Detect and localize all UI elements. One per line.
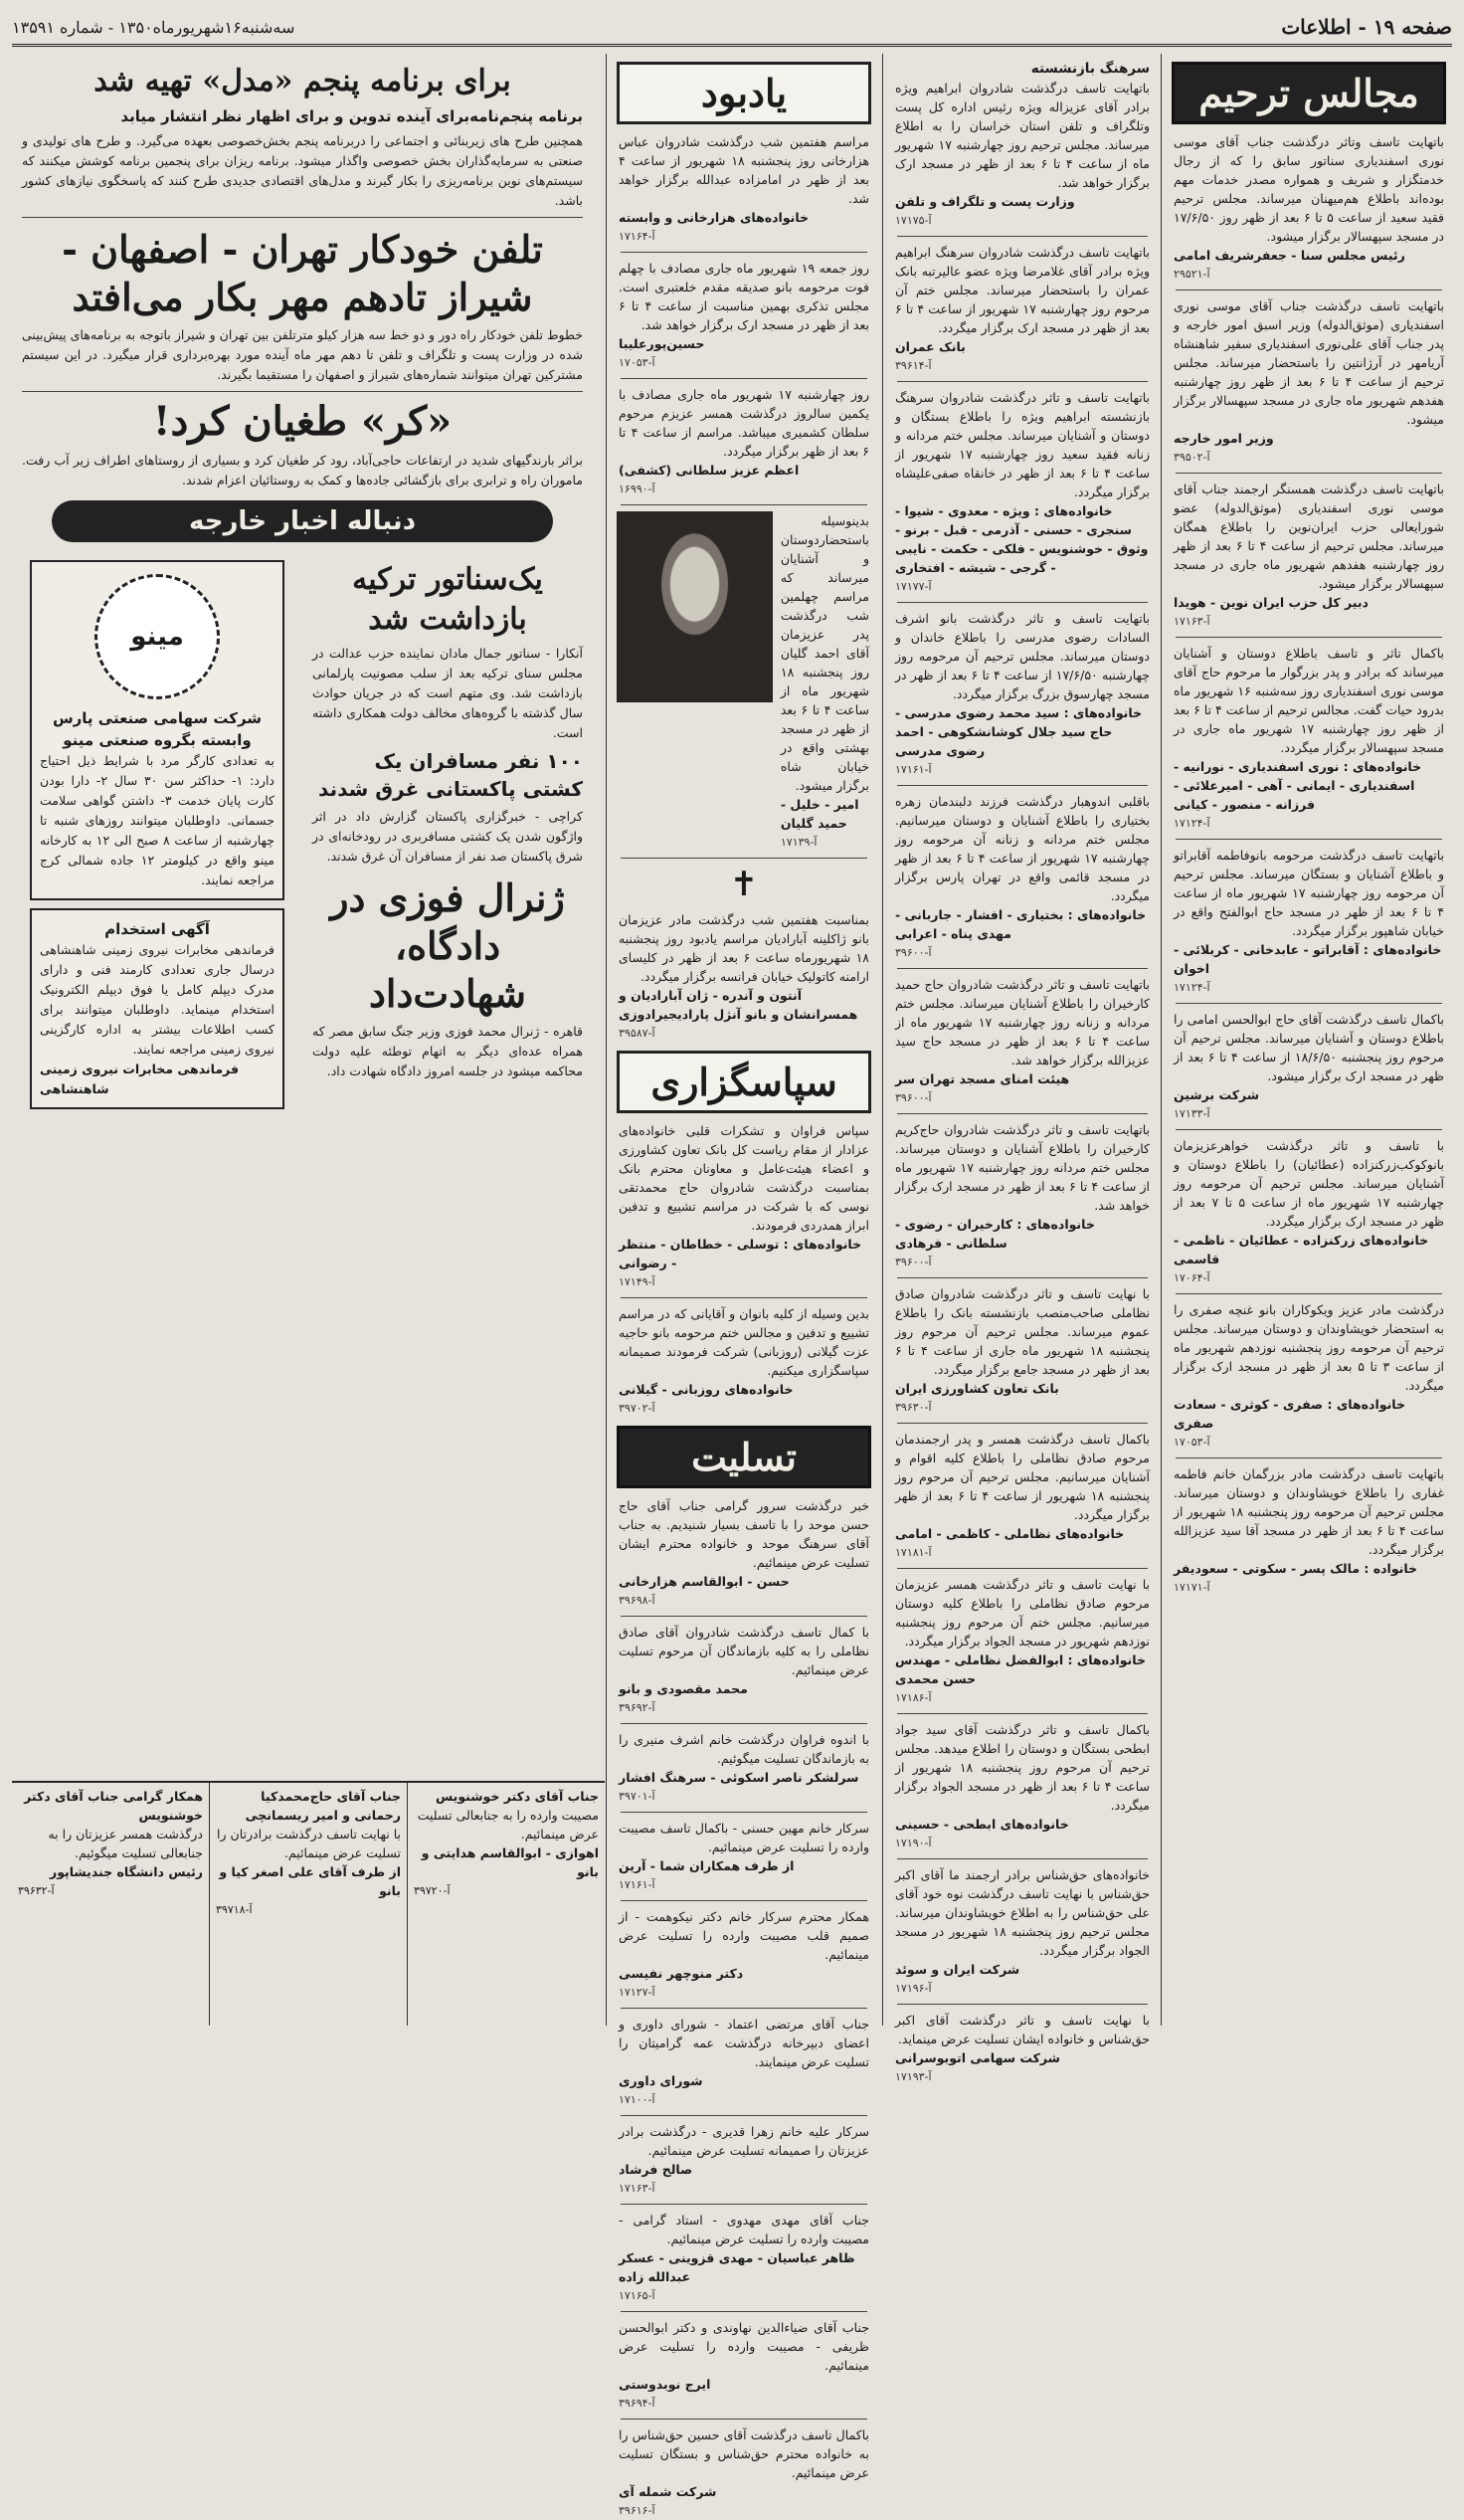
notice-ref: آ-۱۷۱۴۹ xyxy=(619,1275,655,1288)
cross-icon: ✝ xyxy=(729,865,759,904)
notice-text: باتهایت تاسف درگذشت جناب آقای موسی نوری اسفندیاری (موثق‌الدوله) وزیر اسبق امور خارجه و پدر جناب آقای علی‌نوری اسفندیاری سفیر شاهنشاه آریامهر در آرژانتین را باستحضار میرساند. مجلس ترحیم از ساعت ۴ تا ۶ بعد از ظهر روز چهارشنبه هفدهم شهریور ماه جاری در مسجد سپهسالار برگزار میشود. xyxy=(1174,298,1445,427)
notice-sign: خانواده : مالک پسر - سکوتی - سعودیفر xyxy=(1174,1561,1418,1576)
notice xyxy=(895,388,1150,596)
article-text: آنکارا - سناتور جمال مادان نماینده حزب عدالت در مجلس سنای ترکیه بعد از سلب مصونیت پارلمانی بازداشت شد. وی متهم است که در جریان حوادث سال گذشته با گروه‌های مخالف دولت همکاری داشته است. xyxy=(312,646,583,740)
notice-text: مراسم هفتمین شب درگذشت شادروان عباس هزارخانی روز پنجشنبه ۱۸ شهریور از ساعت ۴ بعد از ظهر در امامزاده عبدالله برگزار خواهد شد. xyxy=(619,134,869,206)
divider xyxy=(621,1616,867,1617)
notice-text: باکمال تاسف درگذشت آقای حاج ابوالحسن امامی را باطلاع دوستان و آشنایان میرساند. مجلس ترحیم آن مرحوم روز پنجشنبه ۱۸/۶/۵۰ از ساعت ۴ تا ۶ بعد از ظهر در مسجد ارک برگزار میشود. xyxy=(1174,1012,1445,1083)
notice-ref: آ-۱۷۱۳۳ xyxy=(1174,1107,1210,1120)
ad-title: آگهی استخدام xyxy=(104,920,210,938)
notice-ref: آ-۱۷۱۰۰ xyxy=(619,2093,655,2106)
notice-ref: آ-۱۷۱۲۴ xyxy=(1174,817,1210,830)
notice-sign: خانواده‌های : کارخیران - رضوی - سلطانی - فرهادی xyxy=(895,1217,1095,1251)
notice xyxy=(895,1120,1150,1271)
notice-ref: آ-۳۹۶۹۴ xyxy=(619,2397,655,2410)
notice xyxy=(895,609,1150,779)
notice-text: باتهایت تاسف درگذشت شادروان ابراهیم ویژه برادر آقای عزیزاله ویژه رئیس اداره کل پست وتلگراف و تلفن استان خراسان را به اطلاع میرساند. مجلس ترحیم روز چهارشنبه ۱۷ شهریور ماه از ساعت ۴ تا ۶ بعد از ظهر در مسجد ارک برگزار خواهد شد. xyxy=(895,81,1151,190)
foreign-news-banner: دنباله اخبار خارجه xyxy=(52,500,553,542)
condolence-cell: جناب آقای حاج‌محمدکیا رحمانی و امیر ریسمانچی با نهایت تاسف درگذشت برادرتان را تسلیت عرض مینمائیم. از طرف آقای علی اصغر کیا و بانو آ-۳۹۷۱۸ xyxy=(209,1783,407,2026)
divider xyxy=(1176,473,1442,474)
notice xyxy=(895,1865,1150,1998)
notice-sign: رئیس مجلس سنا - جعفرشریف امامی xyxy=(1174,248,1405,263)
column-notices-2 xyxy=(887,54,1158,2083)
notice xyxy=(895,243,1150,375)
notice-sign: خانواده‌های : بختیاری - افشار - جاربانی - مهدی پناه - اعرابی xyxy=(895,907,1147,941)
notice-ref: آ-۳۹۵۰۲ xyxy=(1174,451,1210,464)
notice-text: باتهایت تاسف و تاثر درگذشت بانو اشرف السادات رضوی مدرسی را باطلاع خاندان و دوستان میرساند. مجلس ترحیم آن مرحومه روز چهارشنبه ۱۷/۶/۵۰ از ساعت ۴ تا ۶ بعد از ظهر در مسجد چهارسوق بزرگ برگزار میگردد. xyxy=(895,611,1150,701)
ad-title: شرکت سهامی صنعتی پارس وابسته بگروه صنعتی مینو xyxy=(52,709,263,749)
condolence-cell: جناب آقای دکتر خوشنویس مصیبت وارده را به جنابعالی تسلیت عرض مینمائیم. اهوازی - ابوالقاسم هدایتی و بانو آ-۳۹۷۲۰ xyxy=(407,1783,605,2026)
section-heading-majales: مجالس ترحیم xyxy=(1172,62,1446,124)
notice xyxy=(1174,644,1444,833)
ad-text: فرماندهی مخابرات نیروی زمینی شاهنشاهی درسال جاری تعدادی کارمند فنی و دارای مدرک دیپلم کامل یا فوق دیپلم الکترونیک استخدام مینماید. داوطلبان میتوانند برای کسب اطلاعات بیشتر به اداره کارگزینی نیروی زمینی مراجعه نمایند. xyxy=(40,942,274,1057)
notice xyxy=(895,1430,1150,1562)
notice-list xyxy=(1166,132,1452,1597)
notice-text: جناب آقای مرتضی اعتماد - شورای داوری و اعضای دبیرخانه درگذشت عمه گرامیتان را تسلیت عرض مینمایند. xyxy=(619,2017,869,2069)
divider xyxy=(897,236,1148,237)
notice xyxy=(619,2211,869,2305)
notice xyxy=(619,1121,869,1291)
notice-sign: خانواده‌های : آقابراتو - عابدخانی - کربلائی - اخوان xyxy=(1174,942,1442,976)
headline-turkey-senator: یک‌سناتور ترکیه بازداشت شد xyxy=(352,562,543,637)
notice xyxy=(1174,480,1444,631)
headline-fawzi: ژنرال فوزی در دادگاه، شهادت‌داد xyxy=(330,875,565,1016)
divider xyxy=(621,2008,867,2009)
headline-flood: «کر» طغیان کرد! xyxy=(152,398,453,445)
notice-sign: خانواده‌های روزبانی - گیلانی xyxy=(619,1382,794,1397)
notice-text: باکمال تاسف و تاثر درگذشت آقای سید جواد ابطحی بستگان و دوستان را اطلاع میدهد. مجلس ترحیم آن مرحوم روز پنجشنبه ۱۸ شهریور از ساعت ۴ تا ۶ بعد از ظهر در مسجد الجواد برگزار میگردد. xyxy=(895,1722,1151,1813)
article-text: خطوط تلفن خودکار راه دور و دو خط سه هزار کیلو مترتلفن بین تهران و شیراز باتوجه به برنامه‌های پیش‌بینی شده در وزارت پست و تلگراف و تلفن تا دهم مهر ماه آینده مورد بهره‌برداری قرار میگیرد. در این سیستم مشترکین تهران میتوانند شماره‌های شیراز و اصفهان را مستقیما بگیرند. xyxy=(22,327,583,382)
notice-ref: آ-۱۷۱۷۱ xyxy=(1174,1581,1210,1594)
divider xyxy=(1176,1129,1442,1130)
ad-text: به تعدادی کارگر مرد با شرایط ذیل احتیاج دارد: ۱- حداکثر سن ۳۰ سال ۲- دارا بودن کارت پایان خدمت ۳- داشتن گواهی سلامت جسمانی. داوطلبان میتوانند روزهای شنبه تا چهارشنبه از ساعت ۸ صبح الی ۱۲ به کارخانه مینو واقع در کیلومتر ۱۲ جاده شمالی کرج مراجعه نمایند. xyxy=(40,753,274,887)
notice-text: درگذشت مادر عزیز ویکوکاران بانو غنچه صفری را به استحضار خویشاوندان و دوستان میرساند. مجلس ترحیم آن مرحومه روز پنجشنبه نوزدهم شهریور ماه از ساعت ۳ تا ۵ بعد از ظهر در مسجد ارک برگزار میگردد. xyxy=(1174,1302,1445,1393)
notice-ref: آ-۱۷۰۵۳ xyxy=(619,356,655,369)
divider xyxy=(621,2115,867,2116)
divider xyxy=(621,2419,867,2420)
notice-text: سپاس فراوان و تشکرات قلبی خانواده‌های عزادار از مقام ریاست کل بانک تعاون کشاورزی و اعضاء هیئت‌عامل و معاونان محترم بانک بمناسبت درگذشت شادروان حاج محمدتقی نوسی که با شرکت در مراسم تشییع و تدفین ابراز همدردی فرمودند. xyxy=(619,1123,869,1233)
notice xyxy=(619,1304,869,1418)
advert-employment xyxy=(30,908,284,1109)
divider xyxy=(897,1568,1148,1569)
column-yadbud xyxy=(611,54,877,2517)
divider xyxy=(1176,637,1442,638)
notice xyxy=(1174,1464,1444,1597)
divider xyxy=(621,252,867,253)
column-news xyxy=(12,54,593,1771)
notice-text: باتهایت تاسف درگذشت شادروان سرهنگ ابراهیم ویژه برادر آقای غلامرضا ویژه عضو عالیرتبه بانک عمران را باستحضار میرساند. مجلس ختم آن مرحوم روز چهارشنبه ۱۷ شهریور از ساعت ۴ تا ۶ بعد از ظهر در مسجد ارک برگزار میگردد. xyxy=(895,245,1150,335)
notice xyxy=(895,1575,1150,1707)
divider xyxy=(1176,1293,1442,1294)
notice xyxy=(895,975,1150,1107)
notice xyxy=(619,259,869,372)
notice xyxy=(619,1496,869,1610)
notice-text: باکمال تاثر و تاسف باطلاع دوستان و آشنایان میرساند که برادر و پدر بزرگوار ما مرحوم حاج آقای موسی نوری اسفندیاری روز سه‌شنبه ۱۶ شهریور ماه بدرود حیات گفت. مجالس ترحیم از ساعت ۴ تا ۶ بعد از ظهر روز چهارشنبه ۱۷ شهریور ماه جاری در مسجد سپهسالار برگزار میگردد. xyxy=(1174,646,1445,755)
notice-ref: آ-۱۷۱۹۳ xyxy=(895,2070,932,2083)
headline-telephone: تلفن خودکار تهران - اصفهان - شیراز تادهم مهر بکار می‌افتد xyxy=(62,227,543,319)
notice-sign: خانواده‌های : نوری اسفندیاری - نورانیه - اسفندیاری - ایمانی - آهی - امیرعلائی - فرزانه - منصور - کیانی xyxy=(1174,759,1422,812)
notice xyxy=(619,1623,869,1717)
column-obituaries xyxy=(1166,54,1452,2026)
notice-text: جناب آقای مهدی مهدوی - استاد گرامی - مصیبت وارده را تسلیت عرض مینمائیم. xyxy=(619,2213,869,2246)
portrait-photo xyxy=(617,511,773,702)
masthead xyxy=(12,10,1452,47)
notice-sign: دکتر منوچهر نفیسی xyxy=(619,1966,744,1981)
notice-ref: آ-۱۷۱۹۰ xyxy=(895,1837,932,1849)
notice-ref: آ-۱۷۱۲۴ xyxy=(1174,981,1210,994)
notice-ref: آ-۳۹۶۱۴ xyxy=(895,359,932,372)
notice-sign: شرکت ایران و سوئد xyxy=(895,1962,1020,1977)
notice-ref: آ-۱۷۱۶۳ xyxy=(619,2182,655,2195)
divider xyxy=(22,217,583,218)
notice-sign: حسین‌پورعلیبا xyxy=(619,336,705,351)
column-rule xyxy=(1161,54,1162,2026)
notice-text: خبر درگذشت سرور گرامی جناب آقای حاج حسن موحد را با تاسف بسیار شنیدیم. به جناب آقای سرهنگ موحد و خانواده محترم ایشان تسلیت عرض مینمائیم. xyxy=(619,1498,869,1570)
ad-sign: فرماندهی مخابرات نیروی زمینی شاهنشاهی xyxy=(40,1062,240,1096)
notice-ref: آ-۳۹۶۱۶ xyxy=(619,2504,655,2517)
notice-text: باکمال تاسف درگذشت آقای حسین حق‌شناس را به خانواده محترم حق‌شناس و بستگان تسلیت عرض مینمائیم. xyxy=(619,2427,869,2480)
article-text: کراچی - خبرگزاری پاکستان گزارش داد در اثر واژگون شدن یک کشتی مسافربری در رودخانه‌ای در شرق پاکستان صد نفر از مسافران آن غرق شدند. xyxy=(312,809,583,864)
divider xyxy=(621,2204,867,2205)
notice-sign: ایرج نوبدوستی xyxy=(619,2377,711,2392)
notice-text: باتهایت تاسف و تاثر درگذشت شادروان حاج حمید کارخیران را باطلاع آشنایان میرساند. مجلس ختم مردانه و زنانه روز چهارشنبه ۱۷ شهریور ماه از ساعت ۴ تا ۶ بعد از ظهر در مسجد حاج سید عزیزالله برگزار خواهد شد. xyxy=(895,977,1150,1067)
notice xyxy=(1174,296,1444,467)
notice xyxy=(619,2122,869,2198)
notice-ref: آ-۳۹۶۰۰ xyxy=(895,946,932,959)
notice-text: با نهایت تاسف و تاثر درگذشت شادروان صادق نظاملی صاحب‌منصب بازنشسته بانک را باطلاع عموم میرساند. مجلس ترحیم آن مرحوم روز پنجشنبه ۱۸ شهریور ماه جاری از ساعت ۴ تا ۶ بعد از ظهر در مسجد جامع برگزار میگردد. xyxy=(895,1286,1150,1377)
notice-sign: شرکت شمله آی xyxy=(619,2484,717,2499)
notice xyxy=(619,1730,869,1806)
notice-sign: بانک عمران xyxy=(895,339,966,354)
notice-sign: حسن - ابوالقاسم هزارخانی xyxy=(619,1574,790,1589)
divider xyxy=(621,1297,867,1298)
notice-sign: خانواده‌های : سید محمد رضوی مدرسی - حاج سید جلال کوشانشکوهی - احمد رضوی مدرسی xyxy=(895,705,1143,758)
notice-sign: بانک تعاون کشاورزی ایران xyxy=(895,1381,1059,1396)
notice xyxy=(619,385,869,498)
divider xyxy=(1176,1003,1442,1004)
notice-sign: سرلشکر ناصر اسکوئی - سرهنگ افشار xyxy=(619,1770,859,1785)
notice-sign: ظاهر عباسیان - مهدی قزوینی - عسکر عبدالله زاده xyxy=(619,2250,855,2284)
notice-text: باتهایت تاسف و تاثر درگذشت شادروان حاج‌کریم کارخیران را باطلاع آشنایان و دوستان میرساند. مجلس ختم مردانه روز چهارشنبه ۱۷ شهریور ماه از ساعت ۴ تا ۶ بعد از ظهر در مسجد ارک برگزار خواهد شد. xyxy=(895,1122,1151,1213)
notice-title: سرهنگ بازنشسته xyxy=(1030,61,1150,77)
notice-ref: آ-۳۹۶۰۰ xyxy=(895,1256,932,1268)
divider xyxy=(897,1277,1148,1278)
notice-sign: محمد مقصودی و بانو xyxy=(619,1681,748,1696)
notice-list xyxy=(611,132,877,498)
divider xyxy=(621,2311,867,2312)
notice-text: سرکار خانم مهین حسنی - باکمال تاسف مصیبت وارده را تسلیت عرض مینمائیم. xyxy=(619,1821,869,1854)
notice-text: جناب آقای ضیاءالدین نهاوندی و دکتر ابوالحسن ظریفی - مصیبت وارده را تسلیت عرض مینمائیم. xyxy=(619,2320,869,2373)
notice-text: با تاسف و تاثر درگذشت خواهرعزیزمان بانوکوکب‌زرکنزاده (عطائیان) را باطلاع دوستان و آشنایان میرساند. مجلس ترحیم آن مرحومه روز چهارشنبه ۱۷ شهریور ماه از ساعت ۵ تا ۷ بعد از ظهر در مسجد ارک برگزار میگردد. xyxy=(1174,1138,1444,1229)
notice xyxy=(1174,132,1444,284)
notice-ref: آ-۱۷۰۶۴ xyxy=(1174,1271,1210,1284)
divider xyxy=(897,1713,1148,1714)
divider xyxy=(897,1858,1148,1859)
notice-sign: خانواده‌های : توسلی - خطاطان - منتظر - رضوانی xyxy=(619,1237,862,1270)
divider xyxy=(621,378,867,379)
column-rule xyxy=(882,54,883,2026)
notice-ref: آ-۱۷۱۷۷ xyxy=(895,580,932,593)
notice-ref: آ-۱۷۱۲۷ xyxy=(619,1986,655,1999)
notice xyxy=(619,132,869,246)
notice-text: باتهایت تاسف و تاثر درگذشت شادروان سرهنگ بازنشسته ابراهیم ویژه را باطلاع بستگان و دوستان و آشنایان میرساند. مجلس ختم مردانه و زنانه فقید سعید روز چهارشنبه ۱۷ شهریور از ساعت ۴ تا ۶ بعد از ظهر در خانقاه صفی‌علیشاه برگزار میگردد. xyxy=(895,390,1150,499)
divider xyxy=(1176,839,1442,840)
issue-date: سه‌شنبه۱۶شهریورماه۱۳۵۰ - شماره ۱۳۵۹۱ xyxy=(12,17,295,37)
subheadline: برنامه پنجم‌نامه‌برای آینده تدوین و برای اظهار نظر انتشار میابد xyxy=(120,107,583,125)
notice-text: با کمال تاسف درگذشت شادروان آقای صادق نظاملی را به کلیه بازماندگان آن مرحوم تسلیت عرض مینمائیم. xyxy=(619,1625,869,1677)
notice-sign: خانواده‌های ابطحی - حسینی xyxy=(895,1817,1069,1832)
notice-ref: آ-۱۷۱۷۵ xyxy=(895,214,932,227)
divider xyxy=(897,968,1148,969)
article-text: قاهره - ژنرال محمد فوزی وزیر جنگ سابق مصر که همراه عده‌ای دیگر به اتهام توطئه علیه دولت محاکمه میشود در جلسه امروز دادگاه شهادت داد. xyxy=(312,1024,583,1078)
notice-text: باتهایت تاسف درگذشت مرحومه بانوفاطمه آقابراتو و باطلاع آشنایان و بستگان میرساند. مجلس ترحیم آن مرحومه روز چهارشنبه ۱۷ شهریور ماه از ساعت ۴ تا ۶ بعد از ظهر در مسجد حاج ابوالفتح واقع در خیابان شاهپور برگزار میگردد. xyxy=(1174,848,1444,938)
notice-ref: آ-۳۹۷۰۱ xyxy=(619,1790,655,1803)
notice-sign: از طرف همکاران شما - آرین xyxy=(619,1858,795,1873)
notice-text: با نهایت تاسف و تاثر درگذشت همسر عزیزمان مرحوم صادق نظاملی را باطلاع کلیه دوستان میرسانیم. مجلس ختم آن مرحوم روز پنجشنبه نوزدهم شهریور در مسجد الجواد برگزار میگردد. xyxy=(895,1577,1150,1648)
news-right xyxy=(302,552,593,1117)
notice-text: سرکار علیه خانم زهرا قدیری - درگذشت برادر عزیزتان را صمیمانه تسلیت عرض مینمائیم. xyxy=(619,2124,869,2158)
notice xyxy=(895,60,1150,230)
bottom-condolences xyxy=(12,1781,605,2026)
divider xyxy=(897,785,1148,786)
notice-sign: دبیر کل حزب ایران نوین - هویدا xyxy=(1174,595,1369,610)
notice-ref: آ-۱۷۱۹۶ xyxy=(895,1982,932,1995)
notice-list xyxy=(887,60,1158,2086)
notice xyxy=(1174,1300,1444,1452)
column-rule xyxy=(606,54,607,2026)
notice: بمناسبت هفتمین شب درگذشت مادر عزیزمان بانو ژاکلینه آبارادیان مراسم یادبود روز پنجشنبه ۱۸ شهریورماه ساعت ۶ بعد از ظهر در کلیسای ارامنه کاتولیک خیابان فرانسه برگزار میگردد. آنتون و آندره - ژان آبارادیان و همسرانشان و بانو آنژل پارادیجیرادوزی آ-۳۹۵۸۷ xyxy=(619,912,870,1040)
notice-ref: آ-۳۹۶۰۰ xyxy=(895,1091,932,1104)
notice-sign: هیئت امنای مسجد تهران سر xyxy=(895,1071,1070,1086)
divider xyxy=(897,381,1148,382)
notice-sign: خانواده‌های : ویژه - معدوی - شیوا - سنجری - حسنی - آذرمی - قبل - برنو - وثوق - خوشنویس - فلکی - حکمت - نایبی - گرجی - شیشه - افتخاری xyxy=(895,503,1149,575)
notice-text: بدین وسیله از کلیه بانوان و آقایانی که در مراسم تشییع و تدفین و مجالس ختم مرحومه بانو حاجیه عزت گیلانی (روزبانی) شرکت فرمودند صمیمانه سپاسگزاری میکنیم. xyxy=(619,1306,869,1378)
divider xyxy=(621,858,867,859)
notice-list xyxy=(611,1121,877,1418)
headline-ship: ۱۰۰ نفر مسافران یک کشتی پاکستانی غرق شدند xyxy=(318,749,583,801)
section-heading-yadbud: یادبود xyxy=(617,62,871,124)
notice-text: باتهایت تاسف درگذشت همسنگر ارجمند جناب آقای موسی نوری اسفندیاری (موثق‌الدوله) عضو شورایعالی حزب ایران‌نوین را باطلاع همگان میرساند. مجلس ترحیم از ساعت ۴ تا ۶ بعد از ظهر روز چهارشنبه هفدهم شهریور ماه جاری در مسجد سپهسالار برگزار میشود. xyxy=(1174,482,1445,591)
photo-notice xyxy=(619,511,869,852)
notice-sign: شرکت برشین xyxy=(1174,1087,1260,1102)
notice-ref: آ-۱۷۱۶۱ xyxy=(895,763,932,776)
advert-minoo xyxy=(30,560,284,900)
notice-text: باکمال تاسف درگذشت همسر و پدر ارجمندمان مرحوم صادق نظاملی را باطلاع کلیه اقوام و آشنایان میرسانیم. مجلس ترحیم آن مرحوم روز پنجشنبه ۱۸ شهریور از ساعت ۴ تا ۶ بعد از ظهر برگزار میگردد. xyxy=(895,1432,1150,1522)
minoo-logo: مینو xyxy=(94,574,220,699)
notice-sign: وزارت پست و تلگراف و تلفن xyxy=(895,194,1075,209)
notice-sign: خانواده‌های : صفری - کوثری - سعادت صفری xyxy=(1174,1397,1405,1431)
notice-sign: خانواده‌های : ابوالفضل نظاملی - مهندس حسن محمدی xyxy=(895,1652,1146,1686)
notice-ref: آ-۳۹۶۳۰ xyxy=(895,1401,932,1414)
notice xyxy=(895,2011,1150,2086)
notice-sign: شورای داوری xyxy=(619,2073,703,2088)
notice xyxy=(619,1907,869,2002)
notice-text: باتهایت تاسف وتاثر درگذشت جناب آقای موسی نوری اسفندیاری سناتور سابق را که از رجال خدمتگزار و شریف و همواره مصدر خدمات مهم بوده‌اند باطلاع هم‌میهنان میرساند. مجلس ترحیم فقید سعید از ساعت ۵ تا ۶ بعد از ظهر روز ۱۷/۶/۵۰ در مسجد سپهسالار برگزار میشود. xyxy=(1174,134,1444,244)
notice-ref: آ-۱۷۱۶۵ xyxy=(619,2289,655,2302)
notice xyxy=(619,2425,869,2520)
notice-sign: اعظم عزیز سلطانی (کشفی) xyxy=(619,463,800,478)
notice xyxy=(619,1819,869,1894)
notice-text: باتهایت تاسف درگذشت مادر بزرگمان خانم فاطمه غفاری را باطلاع خویشاوندان و دوستان میرساند. مجلس ترحیم آن مرحومه روز پنجشنبه ۱۸ شهریور از ساعت ۴ تا ۶ بعد از ظهر در مسجد آقا سید عزیزالله برگزار میگردد. xyxy=(1174,1466,1445,1557)
notice-sign: صالح فرشاد xyxy=(619,2162,693,2177)
notice-ref: آ-۱۷۱۸۶ xyxy=(895,1691,932,1704)
article-text: همچنین طرح های زیربنائی و اجتماعی را دربرنامه پنجم بخش‌خصوصی بعهده می‌گیرد. و طرح های تولیدی و صنعتی به سرمایه‌گذاران بخش خصوصی واگذار میشود. برنامه ریزان برای پنجمین برنامه کوشش میکنند که سیستم‌های نوین برنامه‌ریزی را بکار گیرند و مدل‌های اقتصادی جدیدی طرح کنند که پاسخگوی نیازهای کشور باشد. xyxy=(22,133,583,208)
notice-ref: آ-۲۹۵۲۱ xyxy=(1174,268,1210,281)
notice-ref: آ-۱۷۱۶۴ xyxy=(619,230,655,243)
notice xyxy=(1174,1136,1444,1287)
divider xyxy=(897,1113,1148,1114)
article-text: براثر بارندگیهای شدید در ارتفاعات حاجی‌آباد، رود کر طغیان کرد و بسیاری از روستاهای اطراف زیر آب رفت. ماموران راه و ترابری برای بازگشائی جاده‌ها و کمک به روستائیان اعزام شدند. xyxy=(22,453,583,487)
notice-ref: آ-۳۹۶۹۲ xyxy=(619,1701,655,1714)
divider xyxy=(621,1723,867,1724)
notice xyxy=(619,2015,869,2109)
divider xyxy=(897,1423,1148,1424)
news-left xyxy=(12,552,302,1117)
notice: بدینوسیله باستحضاردوستان و آشنایان میرساند که مراسم چهلمین شب درگذشت پدر عزیزمان آقای احمد گلیان روز پنجشنبه ۱۸ شهریور ماه از ساعت ۴ تا ۶ بعد از ظهر در مسجد بهشتی واقع در خیابان شاه برگزار میشود. امیر - خلیل - حمید گلیان آ-۱۷۱۳۹ xyxy=(780,513,869,849)
notice-ref: آ-۱۷۰۵۳ xyxy=(1174,1436,1210,1449)
notice xyxy=(619,2318,869,2413)
notice-ref: آ-۳۹۷۰۲ xyxy=(619,1402,655,1415)
page-label: صفحه ۱۹ - اطلاعات xyxy=(1281,15,1452,39)
divider xyxy=(897,2004,1148,2005)
condolence-cell: همکار گرامی جناب آقای دکتر خوشنویس درگذشت همسر عزیزتان را به جنابعالی تسلیت میگوئیم. رئیس دانشگاه جندیشاپور آ-۳۹۶۳۲ xyxy=(18,1789,203,1897)
notice xyxy=(1174,846,1444,997)
notice-ref: آ-۱۷۱۶۳ xyxy=(1174,615,1210,628)
divider xyxy=(897,602,1148,603)
divider xyxy=(621,504,867,505)
notice-text: روز چهارشنبه ۱۷ شهریور ماه جاری مصادف با یکمین سالروز درگذشت همسر عزیزم مرحوم سلطان کشمیری میباشد. مراسم از ساعت ۴ تا ۶ بعد از ظهر برگزار میگردد. xyxy=(619,387,870,459)
notice-ref: آ-۱۷۱۶۱ xyxy=(619,1878,655,1891)
news-split xyxy=(12,552,593,1117)
notice-sign: وزیر امور خارجه xyxy=(1174,431,1274,446)
divider xyxy=(621,1812,867,1813)
headline-budget-plan: برای برنامه پنجم «مدل» تهیه شد xyxy=(93,64,511,98)
notice xyxy=(895,792,1150,962)
notice xyxy=(895,1720,1150,1852)
notice-sign: خانواده‌های زرکنزاده - عطائیان - ناظمی - قاسمی xyxy=(1174,1233,1429,1266)
divider xyxy=(621,1900,867,1901)
notice-text: با نهایت تاسف و تاثر درگذشت آقای اکبر حق‌شناس و خانواده ایشان تسلیت عرض مینماید. xyxy=(895,2013,1150,2046)
notice-text: همکار محترم سرکار خانم دکتر نیکوهمت - از صمیم قلب مصیبت وارده را تسلیت عرض مینمائیم. xyxy=(619,1909,869,1962)
section-heading-tasliat: تسلیت xyxy=(617,1426,871,1488)
notice-text: باقلبی اندوهبار درگذشت فرزند دلبندمان زهره بختیاری را باطلاع آشنایان و دوستان میرسانیم. مجلس ختم مردانه و زنانه آن مرحومه روز چهارشنبه ۱۷ شهریور از ساعت ۴ تا ۶ بعد از ظهر در مسجد قائمی واقع در تهران پارس برگزار میگردد. xyxy=(895,794,1151,903)
notice-sign: شرکت سهامی اتوبوسرانی xyxy=(895,2050,1060,2065)
notice-text: خانواده‌های حق‌شناس برادر ارجمند ما آقای اکبر حق‌شناس با نهایت تاسف درگذشت نوه خود آقای علی حق‌شناس را به اطلاع خویشاوندان میرساند. مجلس ترحیم روز پنجشنبه ۱۸ شهریور در مسجد الجواد برگزار میگردد. xyxy=(895,1867,1150,1958)
notice-list xyxy=(611,1496,877,2520)
notice-ref: آ-۱۷۱۸۱ xyxy=(895,1546,932,1559)
section-heading-sepas: سپاسگزاری xyxy=(617,1051,871,1113)
notice-ref: آ-۳۹۶۹۸ xyxy=(619,1594,655,1607)
notice-text: روز جمعه ۱۹ شهریور ماه جاری مصادف با چهلم فوت مرحومه بانو صدیقه مقدم خلعتبری است. مجلس تذکری بهمین مناسبت از ساعت ۴ تا ۶ بعد از ظهر در مسجد ارک برگزار خواهد شد. xyxy=(619,261,870,332)
notice-text: با اندوه فراوان درگذشت خانم اشرف منیری را به بازماندگان تسلیت میگوئیم. xyxy=(619,1732,869,1766)
notice-ref: آ-۱۶۹۹۰ xyxy=(619,483,655,495)
notice-sign: خانواده‌های هزارخانی و وابسته xyxy=(619,210,810,225)
notice xyxy=(895,1284,1150,1417)
divider xyxy=(1176,290,1442,291)
divider xyxy=(1176,1457,1442,1458)
notice-sign: خانواده‌های نظاملی - کاظمی - امامی xyxy=(895,1526,1125,1541)
divider xyxy=(22,391,583,392)
notice xyxy=(1174,1010,1444,1123)
